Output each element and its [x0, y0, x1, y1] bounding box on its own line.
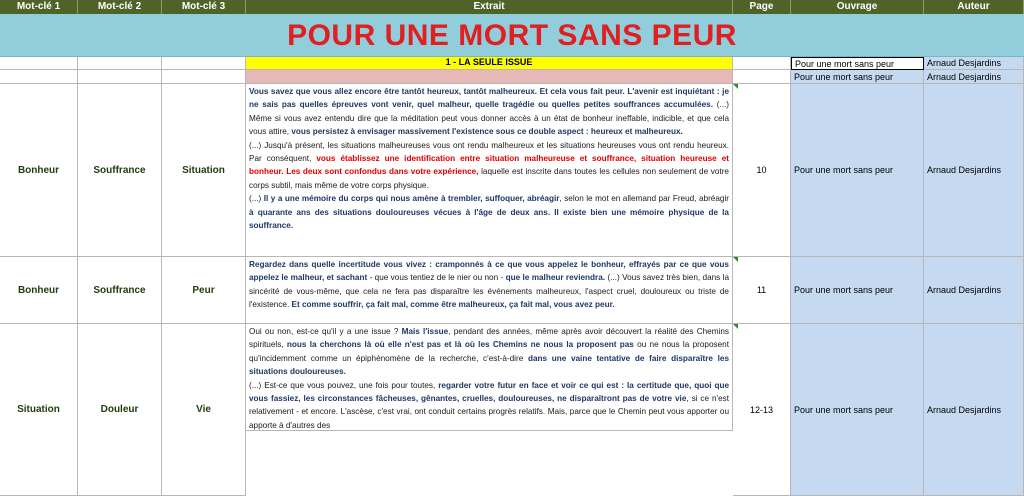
row-2-ouvrage[interactable]: Pour une mort sans peur	[791, 257, 924, 324]
row-1-page[interactable]: 10	[733, 84, 791, 257]
column-header-mot-cle-1[interactable]: Mot-clé 1	[0, 0, 78, 14]
section-heading[interactable]: 1 - LA SEULE ISSUE	[246, 57, 733, 70]
section-empty-cell-3[interactable]	[162, 57, 246, 70]
excerpt-segment: - que vous tentiez de le nier ou non -	[367, 273, 506, 283]
section-ouvrage-cell[interactable]: Pour une mort sans peur	[791, 57, 924, 70]
excerpt-segment: ou ne nous la proposent qu'incidemment comme un épiphénomène de la recherche, c'est-à-dire	[249, 340, 729, 363]
title-bar	[0, 14, 1024, 57]
excerpt-segment: Vous savez que vous allez encore être tantôt heureux, tantôt malheureux. Et cela vous fait peur. L'avenir est inquiétant : je ne sais pas quelles épreuves vont venir, quel malheur, quelle tragédie ou quelles petites souffrances accumulées.	[249, 87, 729, 110]
row-3-extrait[interactable]	[246, 324, 733, 431]
excerpt-segment: nous la cherchons là où elle n'est pas et là où les Chemins ne nous la proposent pas	[286, 340, 634, 350]
row-1-mot-cle-2[interactable]: Souffrance	[78, 84, 162, 257]
page-title: POUR UNE MORT SANS PEUR	[287, 19, 737, 52]
spacer-cell-1[interactable]	[0, 70, 78, 84]
section-empty-cell-2[interactable]	[78, 57, 162, 70]
row-2-mot-cle-1[interactable]: Bonheur	[0, 257, 78, 324]
excerpt-segment: Oui ou non, est-ce qu'il y a une issue ?	[249, 327, 402, 336]
excerpt-segment: à quarante ans des situations douloureuses vécues à l'âge de deux ans. Il existe bien une mémoire physique de la souffrance.	[249, 207, 729, 231]
spacer-cell-3[interactable]	[162, 70, 246, 84]
section-empty-cell-1[interactable]	[0, 57, 78, 70]
excerpt-segment: regarder votre futur en face et voir ce qui est : la certitude que, quoi que vous fassiez, les circonstances fâcheuses, gênantes, cruelles, douloureuses, ne disparaîtront pas de votre vie	[249, 380, 729, 404]
spacer-auteur-cell[interactable]: Arnaud Desjardins	[924, 70, 1024, 84]
excerpt-segment: Et comme souffrir, ça fait mal, comme être malheureux, ça fait mal, vous avez peur.	[291, 300, 615, 310]
excerpt-segment: (...)	[249, 194, 264, 204]
spacer-extrait-cell[interactable]	[246, 70, 733, 84]
row-2-extrait[interactable]	[246, 257, 733, 324]
row-1-mot-cle-3[interactable]: Situation	[162, 84, 246, 257]
row-1-comment-indicator	[733, 84, 738, 89]
row-1-ouvrage[interactable]: Pour une mort sans peur	[791, 84, 924, 257]
column-header-page[interactable]: Page	[733, 0, 791, 14]
row-3-auteur[interactable]: Arnaud Desjardins	[924, 324, 1024, 496]
excerpt-segment: laquelle est inscrite dans toutes les cellules non seulement de votre corps subtil, mais même de votre corps physique.	[249, 167, 729, 190]
excerpt-segment: (...) Est-ce que vous pouvez, une fois pour toutes,	[249, 380, 439, 390]
excerpt-segment: vous persistez à envisager massivement l'existence sous ce double aspect : heureux et malheureux.	[291, 127, 683, 137]
excerpt-segment: (...) Même si vous avez entendu dire que la méditation peut vous donner accès à un état de bonheur ineffable, indicible, et que cela vous attire,	[249, 100, 729, 137]
excerpt-segment: dans une vaine tentative de faire disparaître les situations douloureuses.	[249, 353, 729, 377]
section-page-cell[interactable]	[733, 57, 791, 70]
column-header-auteur[interactable]: Auteur	[924, 0, 1024, 14]
row-2-page[interactable]: 11	[733, 257, 791, 324]
excerpt-segment: vous établissez une identification entre situation malheureuse et souffrance, situation heureuse et bonheur. Les deux sont confondus dans votre expérience,	[249, 154, 729, 177]
section-auteur-cell[interactable]: Arnaud Desjardins	[924, 57, 1024, 70]
excerpt-segment: que le malheur reviendra.	[505, 273, 606, 283]
spacer-ouvrage-cell[interactable]: Pour une mort sans peur	[791, 70, 924, 84]
row-3-comment-indicator	[733, 324, 738, 329]
spacer-cell-2[interactable]	[78, 70, 162, 84]
excerpt-segment: , pendant des années, même après avoir découvert la réalité des Chemins spirituels,	[249, 327, 730, 350]
spacer-page-cell[interactable]	[733, 70, 791, 84]
excerpt-segment: Il y a une mémoire du corps qui nous amène à trembler, suffoquer, abréagir	[263, 194, 560, 204]
row-3-mot-cle-3[interactable]: Vie	[162, 324, 246, 496]
row-1-auteur[interactable]: Arnaud Desjardins	[924, 84, 1024, 257]
excerpt-segment: Mais l'issue	[401, 327, 449, 336]
row-3-mot-cle-2[interactable]: Douleur	[78, 324, 162, 496]
excerpt-segment: (...) Vous savez très bien, dans la sincérité de vous-même, que cela ne fera pas disparaître les événements malheureux, l'aspect cruel, douloureux ou triste de l'existence.	[249, 273, 730, 310]
excerpt-segment: (...) Jusqu'à présent, les situations malheureuses vous ont rendu malheureux et les situations heureuses vous ont rendu heureux. Par conséquent,	[249, 140, 729, 164]
row-3-page[interactable]: 12-13	[733, 324, 791, 496]
excerpt-segment: , si ce n'est relativement - et encore. L'ascèse, c'est vrai, ont conduit certains progrès relatifs. Mais, parce que le Chemin peut vous apporter ou apporte à d'autres des	[249, 394, 729, 430]
row-1-extrait[interactable]	[246, 84, 733, 257]
excerpt-segment: , selon le mot en allemand par Freud, abréagir	[559, 194, 730, 204]
row-2-auteur[interactable]: Arnaud Desjardins	[924, 257, 1024, 324]
excerpt-segment: Regardez dans quelle incertitude vous vivez : cramponnés à ce que vous appelez le bonheur, effrayés par ce que vous appelez le malheur, et sachant	[249, 260, 729, 283]
column-header-mot-cle-3[interactable]: Mot-clé 3	[162, 0, 246, 14]
row-3-mot-cle-1[interactable]: Situation	[0, 324, 78, 496]
row-2-mot-cle-2[interactable]: Souffrance	[78, 257, 162, 324]
row-1-mot-cle-1[interactable]: Bonheur	[0, 84, 78, 257]
column-header-mot-cle-2[interactable]: Mot-clé 2	[78, 0, 162, 14]
row-2-comment-indicator	[733, 257, 738, 262]
row-3-ouvrage[interactable]: Pour une mort sans peur	[791, 324, 924, 496]
column-header-extrait[interactable]: Extrait	[246, 0, 733, 14]
row-2-mot-cle-3[interactable]: Peur	[162, 257, 246, 324]
column-header-ouvrage[interactable]: Ouvrage	[791, 0, 924, 14]
